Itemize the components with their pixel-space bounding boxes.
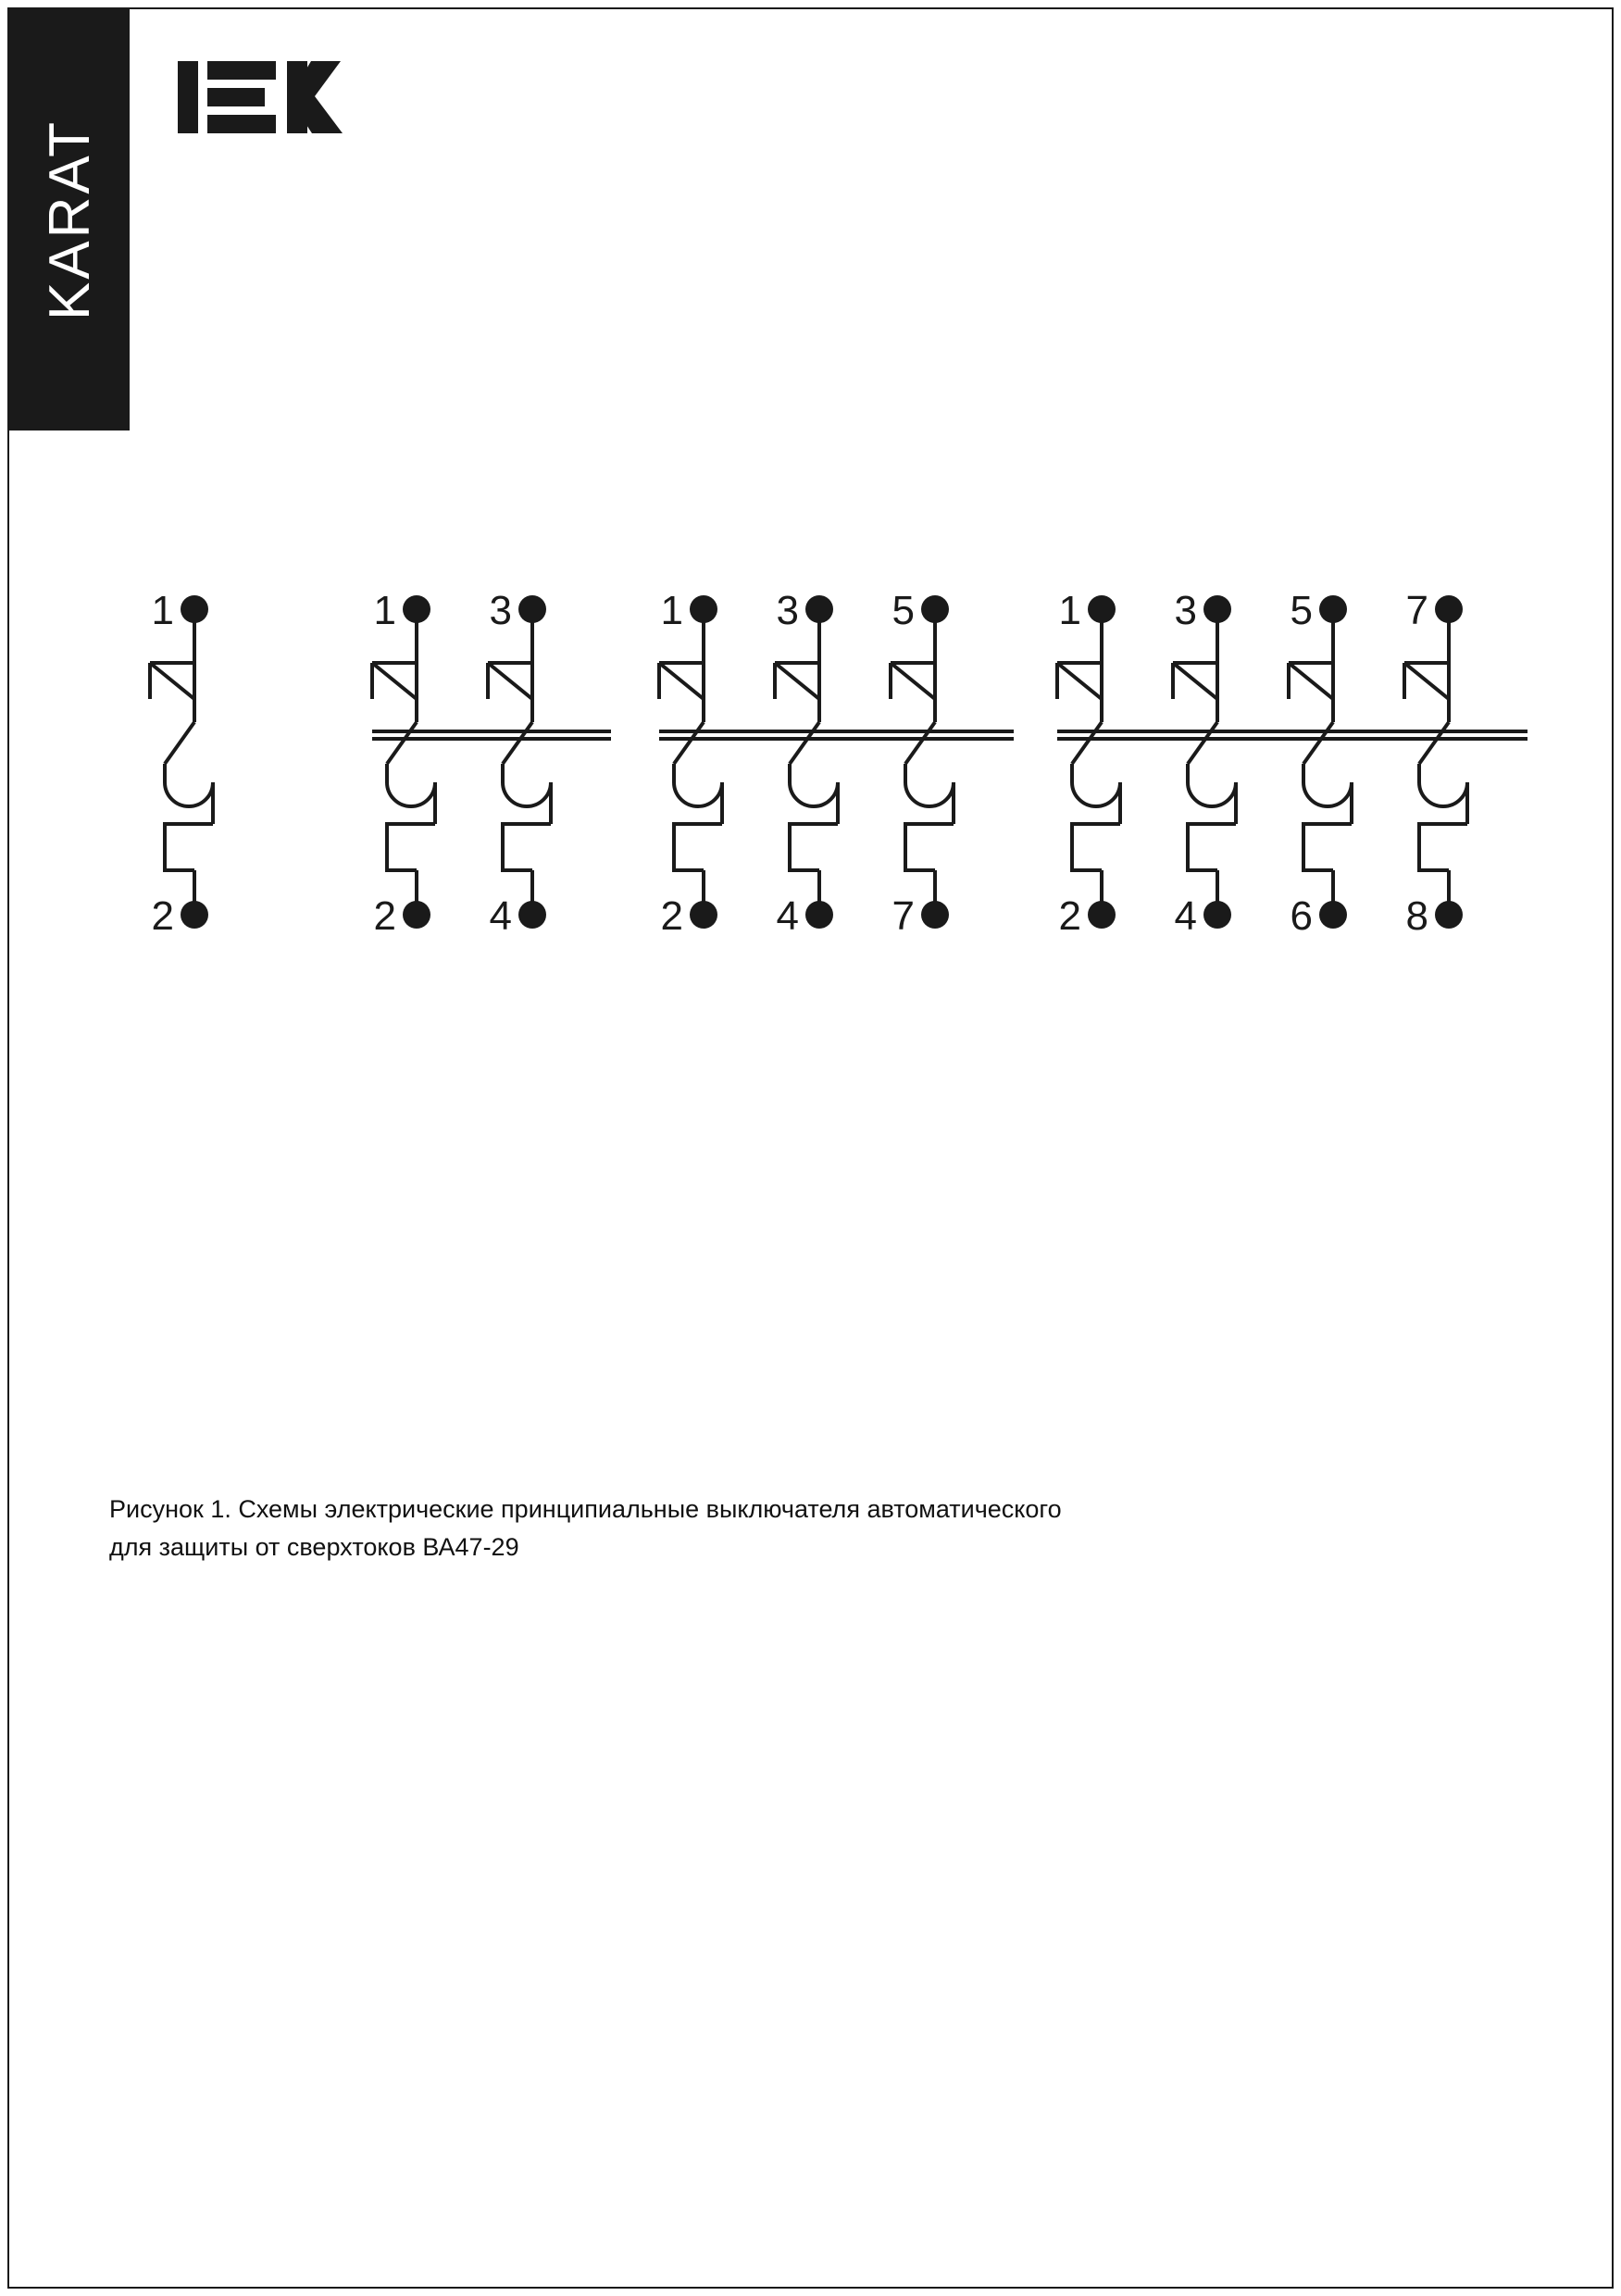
pole-group-4p [1057, 595, 1527, 929]
terminal-label-4p-top-2: 3 [1174, 588, 1197, 633]
terminal-label-4p-top-3: 5 [1290, 588, 1313, 633]
terminal-label-3p-bottom-1: 2 [660, 893, 683, 939]
pole-1p-1 [150, 595, 213, 929]
pole-4p-2 [1173, 595, 1236, 929]
pole-group-3p [659, 595, 1014, 929]
brand-tab [9, 9, 130, 430]
terminal-label-4p-bottom-1: 2 [1058, 893, 1081, 939]
terminal-label-2p-top-1: 1 [373, 588, 396, 633]
pole-group-2p [372, 595, 611, 929]
terminal-label-3p-bottom-2: 4 [776, 893, 799, 939]
terminal-label-3p-bottom-3: 7 [892, 893, 915, 939]
figure-caption [109, 1491, 1313, 1566]
terminal-label-4p-bottom-3: 6 [1290, 893, 1313, 939]
pole-4p-4 [1404, 595, 1467, 929]
pole-3p-1 [659, 595, 722, 929]
figure-caption-line-2: для защиты от сверхтоков ВА47-29 [109, 1533, 519, 1561]
figure-caption-line-1: Рисунок 1. Схемы электрические принципиальные выключателя автоматического [109, 1495, 1062, 1523]
terminal-label-2p-bottom-1: 2 [373, 893, 396, 939]
terminal-label-4p-top-1: 1 [1058, 588, 1081, 633]
terminal-label-2p-top-2: 3 [489, 588, 512, 633]
terminal-label-2p-bottom-2: 4 [489, 893, 512, 939]
iek-logo [176, 56, 361, 139]
brand-tab-label: KARAT [37, 119, 102, 321]
circuit-diagram [93, 574, 1537, 1167]
terminal-label-3p-top-3: 5 [892, 588, 915, 633]
terminal-label-1p-bottom-1: 2 [151, 893, 174, 939]
terminal-label-3p-top-2: 3 [776, 588, 799, 633]
pole-4p-1 [1057, 595, 1120, 929]
terminal-label-4p-bottom-4: 8 [1405, 893, 1428, 939]
pole-3p-2 [775, 595, 838, 929]
terminal-label-3p-top-1: 1 [660, 588, 683, 633]
circuit-diagram-svg [93, 574, 1537, 1167]
pole-3p-3 [891, 595, 954, 929]
pole-2p-1 [372, 595, 435, 929]
pole-4p-3 [1289, 595, 1352, 929]
terminal-label-1p-top-1: 1 [151, 588, 174, 633]
terminal-label-4p-bottom-2: 4 [1174, 893, 1197, 939]
pole-2p-2 [488, 595, 551, 929]
pole-group-1p [150, 595, 213, 929]
terminal-label-4p-top-4: 7 [1405, 588, 1428, 633]
